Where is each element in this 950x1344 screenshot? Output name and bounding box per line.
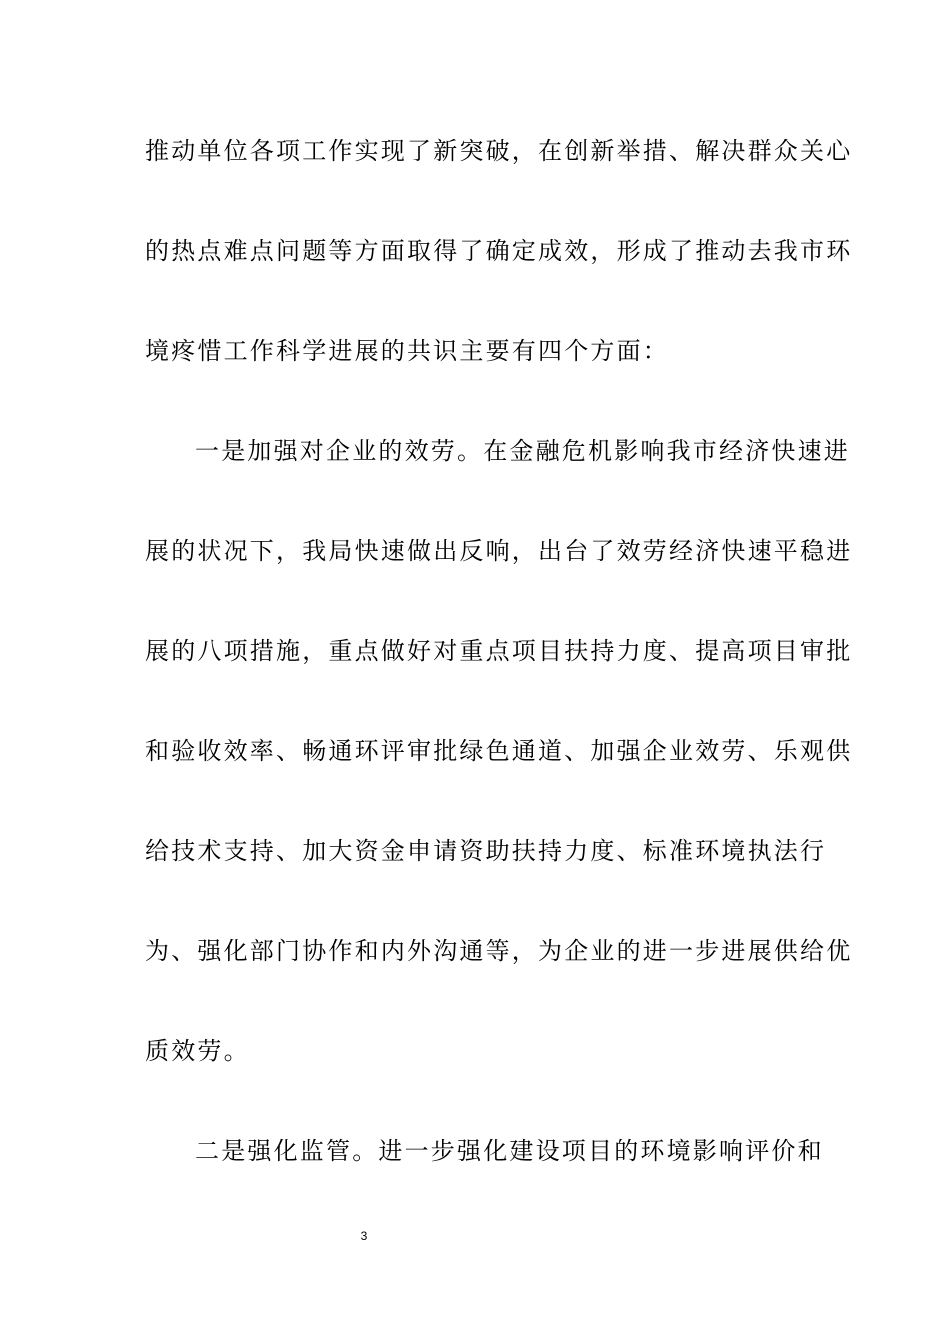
- body-text-line: 展的八项措施，重点做好对重点项目扶持力度、提高项目审批: [145, 637, 853, 665]
- body-text-line: 展的状况下，我局快速做出反响，出台了效劳经济快速平稳进: [145, 537, 853, 565]
- page-number: 3: [360, 1229, 368, 1243]
- body-text-line: 境疼惜工作科学进展的共识主要有四个方面：: [145, 337, 669, 365]
- body-text-line: 为、强化部门协作和内外沟通等，为企业的进一步进展供给优: [145, 937, 853, 965]
- body-text-line: 的热点难点问题等方面取得了确定成效，形成了推动去我市环: [145, 237, 853, 265]
- paragraph-first-line: 二是强化监管。进一步强化建设项目的环境影响评价和: [195, 1137, 824, 1165]
- paragraph-first-line: 一是加强对企业的效劳。在金融危机影响我市经济快速进: [195, 437, 850, 465]
- body-text-line: 质效劳。: [145, 1037, 250, 1065]
- body-text-line: 给技术支持、加大资金申请资助扶持力度、标准环境执法行: [145, 837, 827, 865]
- body-text-line: 推动单位各项工作实现了新突破，在创新举措、解决群众关心: [145, 137, 853, 165]
- body-text-line: 和验收效率、畅通环评审批绿色通道、加强企业效劳、乐观供: [145, 737, 853, 765]
